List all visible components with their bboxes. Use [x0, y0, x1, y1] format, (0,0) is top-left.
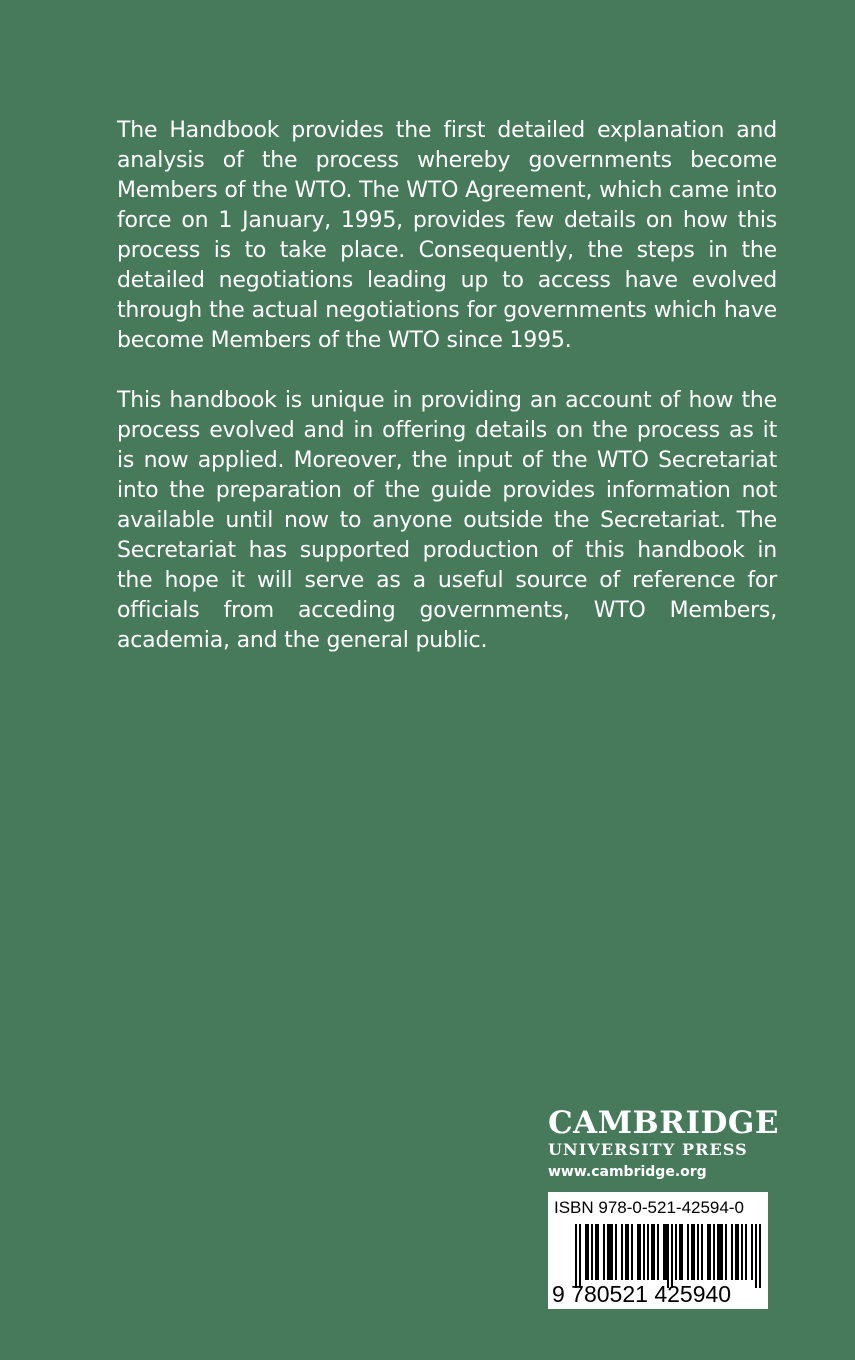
barcode-bar	[681, 1224, 683, 1280]
barcode-bar	[603, 1224, 605, 1280]
barcode-bar	[639, 1224, 641, 1280]
barcode-bar	[675, 1224, 677, 1280]
barcode-bar	[709, 1224, 711, 1280]
barcode-bar	[653, 1224, 655, 1280]
barcode-bar	[679, 1224, 681, 1280]
barcode-bar	[741, 1224, 743, 1280]
barcode-bar	[625, 1224, 627, 1280]
barcode-bar	[713, 1224, 715, 1280]
blurb-paragraph-2: This handbook is unique in providing an account of how the process evolved and in offering details on the process as it is now applied. Moreover, the input of the WTO Secretariat into the preparation of the guide provides information not available until now to anyone outside the Secretariat. The Secretariat has supported production of this handbook in the hope it will serve as a useful source of reference for officials from acceding governments, WTO Members, academia, and the general public.	[117, 388, 777, 653]
barcode-bar	[631, 1224, 633, 1280]
barcode-bar	[615, 1224, 617, 1280]
barcode-bar	[719, 1224, 721, 1280]
barcode-bar	[651, 1224, 653, 1280]
barcode-bar	[587, 1224, 589, 1280]
barcode-bar	[721, 1224, 723, 1280]
barcode-bar	[665, 1224, 667, 1280]
barcode-bar	[755, 1224, 757, 1288]
isbn-label: ISBN 978-0-521-42594-0	[554, 1198, 744, 1217]
barcode-bar	[691, 1224, 693, 1280]
barcode-bar	[737, 1224, 739, 1280]
barcode-bar	[667, 1224, 669, 1288]
barcode-bar	[643, 1224, 645, 1280]
barcode-bar	[597, 1224, 599, 1280]
publisher-subtitle: UNIVERSITY PRESS	[548, 1140, 748, 1159]
barcode-bar	[595, 1224, 597, 1280]
barcode-bar	[579, 1224, 581, 1288]
barcode-bar	[701, 1224, 703, 1280]
barcode-bar	[585, 1224, 587, 1280]
barcode-bar	[759, 1224, 761, 1288]
barcode-bar	[611, 1224, 613, 1280]
back-cover-blurb	[117, 116, 777, 656]
isbn-barcode-box	[548, 1192, 768, 1309]
blurb-paragraph-1: The Handbook provides the first detailed explanation and analysis of the process whereby governments become Members of the WTO. The WTO Agreement, which came into force on 1 January, 1995, provides few details on how this process is to take place. Consequently, the steps in the detailed negotiations leading up to access have evolved through the actual negotiations for governments which have become Members of the WTO since 1995.	[117, 118, 777, 353]
barcode-bar	[663, 1224, 665, 1280]
barcode-bar	[621, 1224, 623, 1280]
publisher-url: www.cambridge.org	[548, 1164, 707, 1180]
barcode-bar	[707, 1224, 709, 1280]
barcode-bar	[735, 1224, 737, 1280]
barcode-bar	[751, 1224, 753, 1280]
barcode-bar	[731, 1224, 733, 1280]
barcode-bar	[671, 1224, 673, 1288]
barcode-digits: 9 780521 425940	[552, 1281, 732, 1307]
barcode-bar	[607, 1224, 609, 1280]
barcode-bar	[725, 1224, 727, 1280]
barcode-bar	[575, 1224, 577, 1288]
publisher-logo	[548, 1105, 779, 1182]
barcode-bar	[717, 1224, 719, 1280]
barcode-bar	[647, 1224, 649, 1280]
publisher-name: CAMBRIDGE	[548, 1105, 779, 1141]
barcode-bar	[609, 1224, 611, 1280]
barcode-bar	[687, 1224, 689, 1280]
barcode-bar	[745, 1224, 747, 1280]
barcode-bar	[697, 1224, 699, 1280]
barcode-bar	[627, 1224, 629, 1280]
barcode-bar	[591, 1224, 593, 1280]
barcode-bar	[637, 1224, 639, 1280]
barcode-bar	[657, 1224, 659, 1280]
barcode-bar	[693, 1224, 695, 1280]
